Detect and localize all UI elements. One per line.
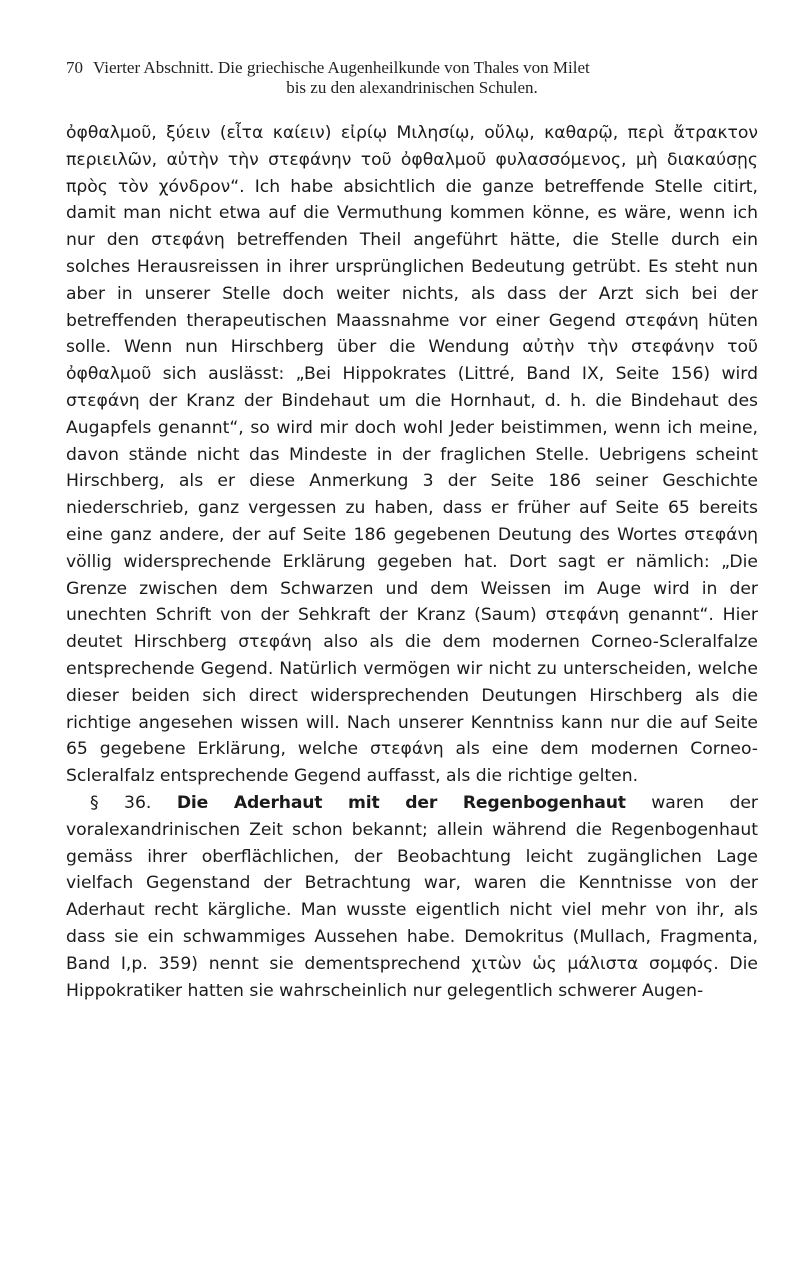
page-number: 70: [66, 58, 83, 77]
section-heading: Die Aderhaut mit der Regenbogenhaut: [176, 792, 626, 813]
running-head-line-1: [66, 58, 758, 78]
section-number: § 36.: [90, 792, 152, 813]
section-36-text: waren der voralexandrinischen Zeit schon bekannt; allein während die Regenbogenhaut gemäss ihrer oberflächlichen, der Beobachtung leicht zugänglichen Lage vielfach Gegenstand der Betrachtung war, waren die Kenntnisse von der Aderhaut recht kärgliche. Man wusste eigentlich nicht viel mehr von ihr, als dass sie ein schwammiges Aussehen habe. Demokritus (Mullach, Fragmenta, Band I,p. 359) nennt sie dementsprechend χιτὼν ὡς μάλιστα σομφός. Die Hippokratiker hatten sie wahrscheinlich nur gelegentlich schwerer Augen-: [66, 792, 758, 1001]
running-head: [66, 58, 758, 98]
book-page: [66, 58, 758, 1004]
body-text: [66, 120, 758, 1004]
paragraph-stephane: ὀφθαλμοῦ, ξύειν (εἶτα καίειν) εἰρίῳ Μιλησίῳ, οὔλῳ, καθαρῷ, περὶ ἄτρακτον περιειλῶν, αὐτὴν τὴν στεφάνην τοῦ ὀφθαλμοῦ φυλασσόμενος, μὴ διακαύσῃς πρὸς τὸν χόνδρον“. Ich habe absichtlich die ganze betreffende Stelle citirt, damit man nicht etwa auf die Vermuthung kommen könne, es wäre, wenn ich nur den στεφάνη betreffenden Theil angeführt hätte, die Stelle durch ein solches Herausreissen in ihrer ursprünglichen Bedeutung getrübt. Es steht nun aber in unserer Stelle doch weiter nichts, als dass der Arzt sich bei der betreffenden therapeutischen Maassnahme vor einer Gegend στεφάνη hüten solle. Wenn nun Hirschberg über die Wendung αὐτὴν τὴν στεφάνην τοῦ ὀφθαλμοῦ sich auslässt: „Bei Hippokrates (Littré, Band IX, Seite 156) wird στεφάνη der Kranz der Bindehaut um die Hornhaut, d. h. die Bindehaut des Augapfels genannt“, so wird mir doch wohl Jeder beistimmen, wenn ich meine, davon stände nicht das Mindeste in der fraglichen Stelle. Uebrigens scheint Hirschberg, als er diese Anmerkung 3 der Seite 186 seiner Geschichte niederschrieb, ganz vergessen zu haben, dass er früher auf Seite 65 bereits eine ganz andere, der auf Seite 186 gegebenen Deutung des Wortes στεφάνη völlig widersprechende Erklärung gegeben hat. Dort sagt er nämlich: „Die Grenze zwischen dem Schwarzen und dem Weissen im Auge wird in der unechten Schrift von der Sehkraft der Kranz (Saum) στεφάνη genannt“. Hier deutet Hirschberg στεφάνη also als die dem modernen Corneo-Scleralfalze entsprechende Gegend. Natürlich vermögen wir nicht zu unterscheiden, welche dieser beiden sich direct widersprechenden Deutungen Hirschberg als die richtige angesehen wissen will. Nach unserer Kenntniss kann nur die auf Seite 65 gegebene Erklärung, welche στεφάνη als eine dem modernen Corneo-Scleralfalz entsprechende Gegend auffasst, als die richtige gelten.: [66, 123, 758, 787]
chapter-title: Vierter Abschnitt. Die griechische Augenheilkunde von Thales von Milet: [93, 58, 590, 77]
paragraph-section-36: [66, 790, 758, 1004]
chapter-title-continued: bis zu den alexandrinischen Schulen.: [286, 78, 538, 97]
